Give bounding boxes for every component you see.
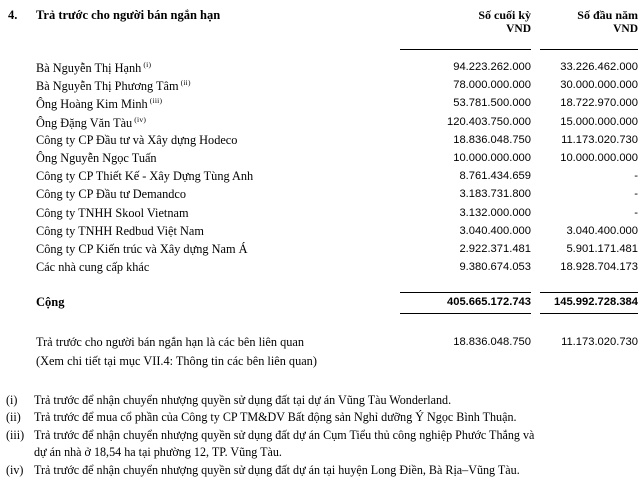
row-value-beginning-year: 30.000.000.000 bbox=[560, 79, 638, 92]
row-value-current-period: 18.836.048.750 bbox=[453, 133, 531, 146]
table-row bbox=[0, 60, 640, 78]
related-parties-value-current-period: 18.836.048.750 bbox=[453, 336, 531, 348]
footnote-text-continued: dự án nhà ở 18,54 ha tại phường 12, TP. Vũng Tàu. bbox=[34, 445, 282, 460]
row-value-beginning-year: 3.040.400.000 bbox=[566, 224, 638, 237]
row-label: Công ty CP Kiến trúc và Xây dựng Nam Á bbox=[36, 241, 248, 256]
column-header-beginning-year-label: Số đầu năm bbox=[577, 8, 638, 22]
row-value-current-period: 8.761.434.659 bbox=[459, 170, 531, 183]
row-value-beginning-year: 11.173.020.730 bbox=[561, 133, 638, 146]
table-row bbox=[0, 242, 640, 260]
header-rule-col2 bbox=[540, 49, 638, 50]
row-value-beginning-year: 33.226.462.000 bbox=[560, 61, 638, 73]
related-parties-reference-row bbox=[0, 354, 640, 373]
row-value-current-period: 94.223.262.000 bbox=[453, 61, 531, 73]
note-number: 4. bbox=[8, 8, 18, 22]
footnote-text: Trả trước để nhận chuyển nhượng quyền sử dụng đất tại dự án Vũng Tàu Wonderland. bbox=[34, 393, 452, 407]
row-label: Công ty CP Đầu tư và Xây dựng Hodeco bbox=[36, 132, 238, 147]
related-parties-reference: (Xem chi tiết tại mục VII.4: Thông tin các bên liên quan) bbox=[36, 353, 317, 368]
row-value-current-period: 10.000.000.000 bbox=[453, 151, 531, 164]
row-value-beginning-year: 5.901.171.481 bbox=[566, 242, 638, 255]
row-label: Ông Nguyễn Ngọc Tuấn bbox=[36, 150, 157, 165]
row-value-current-period: 3.183.731.800 bbox=[459, 188, 531, 201]
header-rule-col1 bbox=[400, 49, 531, 50]
row-value-current-period: 2.922.371.481 bbox=[459, 242, 531, 255]
table-row bbox=[0, 260, 640, 278]
related-parties-label: Trả trước cho người bán ngắn hạn là các bên liên quan bbox=[36, 335, 304, 349]
row-label: Bà Nguyễn Thị Phương Tâm $^{(ii)}$ bbox=[36, 78, 191, 94]
table-row bbox=[0, 224, 640, 242]
related-parties-section bbox=[0, 335, 640, 372]
column-header-beginning-year-unit: VND bbox=[613, 23, 638, 35]
related-parties-row bbox=[0, 335, 640, 354]
table-row bbox=[0, 151, 640, 169]
row-value-current-period: 78.000.000.000 bbox=[453, 79, 531, 92]
row-value-current-period: 53.781.500.000 bbox=[453, 97, 531, 110]
row-value-beginning-year: 18.928.704.173 bbox=[560, 261, 638, 274]
row-value-beginning-year: 10.000.000.000 bbox=[560, 151, 638, 164]
column-header-current-period bbox=[400, 8, 531, 36]
note-title: Trả trước cho người bán ngắn hạn bbox=[36, 8, 221, 22]
total-rule-top-col1 bbox=[400, 292, 531, 293]
footnote-text: Trả trước để mua cổ phần của Công ty CP TM&DV Bất động sản Nghỉ dưỡng Ý Ngọc Bình Thuận. bbox=[34, 410, 517, 425]
footnote-text: Trả trước để nhận chuyển nhượng quyền sử dụng đất dự án tại huyện Long Điền, Bà Rịa–Vũng Tàu. bbox=[34, 462, 520, 477]
footnote bbox=[0, 462, 640, 479]
row-value-beginning-year: - bbox=[634, 188, 638, 201]
footnote-label: (i) bbox=[6, 393, 18, 407]
row-label: Ông Đặng Văn Tàu $^{(iv)}$ bbox=[36, 114, 147, 130]
row-label: Bà Nguyễn Thị Hạnh $^{(i)}$ bbox=[36, 60, 152, 76]
total-rule-bottom-col2 bbox=[540, 313, 638, 314]
row-label: Công ty CP Đầu tư Demandco bbox=[36, 187, 187, 202]
row-value-beginning-year: - bbox=[634, 206, 638, 219]
row-label: Công ty TNHH Skool Vietnam bbox=[36, 205, 189, 220]
footnote-marker: (i) bbox=[141, 60, 152, 69]
table-row bbox=[0, 78, 640, 96]
row-label: Công ty CP Thiết Kế - Xây Dựng Tùng Anh bbox=[36, 169, 254, 184]
supplier-advances-table bbox=[0, 60, 640, 278]
total-row bbox=[0, 292, 640, 316]
footnote-label: (iv) bbox=[6, 462, 24, 477]
footnote bbox=[0, 392, 640, 409]
footnote bbox=[0, 427, 640, 462]
total-value-beginning-year: 145.992.728.384 bbox=[554, 296, 638, 308]
column-header-current-period-label: Số cuối kỳ bbox=[478, 8, 531, 22]
total-value-current-period: 405.665.172.743 bbox=[447, 296, 531, 308]
footnote-marker: (iii) bbox=[147, 96, 163, 106]
table-row bbox=[0, 169, 640, 187]
row-value-beginning-year: 15.000.000.000 bbox=[560, 115, 638, 128]
row-label: Các nhà cung cấp khác bbox=[36, 260, 150, 275]
table-row bbox=[0, 206, 640, 224]
footnote-marker: (iv) bbox=[132, 114, 147, 124]
footnote-marker: (ii) bbox=[178, 78, 191, 88]
footnotes-section bbox=[0, 392, 640, 479]
row-value-current-period: 3.132.000.000 bbox=[459, 206, 531, 219]
total-rule-bottom-col1 bbox=[400, 313, 531, 314]
table-row bbox=[0, 115, 640, 133]
note-header bbox=[0, 8, 640, 50]
row-value-beginning-year: - bbox=[634, 170, 638, 183]
footnote-label: (ii) bbox=[6, 410, 21, 425]
row-label: Công ty TNHH Redbud Việt Nam bbox=[36, 223, 204, 238]
column-header-beginning-year bbox=[540, 8, 638, 36]
table-row bbox=[0, 133, 640, 151]
footnote-label: (iii) bbox=[6, 427, 25, 442]
table-row bbox=[0, 187, 640, 205]
footnote-text: Trả trước để nhận chuyển nhượng quyền sử dụng đất dự án Cụm Tiểu thủ công nghiệp Phước Thắng và bbox=[34, 427, 535, 442]
row-value-current-period: 3.040.400.000 bbox=[459, 224, 531, 237]
footnote bbox=[0, 409, 640, 426]
row-value-current-period: 9.380.674.053 bbox=[459, 261, 531, 274]
row-value-beginning-year: 18.722.970.000 bbox=[560, 97, 638, 110]
column-header-current-period-unit: VND bbox=[506, 23, 531, 35]
total-label: Cộng bbox=[36, 295, 65, 309]
row-value-current-period: 120.403.750.000 bbox=[447, 115, 531, 128]
related-parties-value-beginning-year: 11.173.020.730 bbox=[561, 336, 638, 348]
total-rule-top-col2 bbox=[540, 292, 638, 293]
row-label: Ông Hoàng Kim Minh $^{(iii)}$ bbox=[36, 96, 163, 112]
table-row bbox=[0, 96, 640, 114]
